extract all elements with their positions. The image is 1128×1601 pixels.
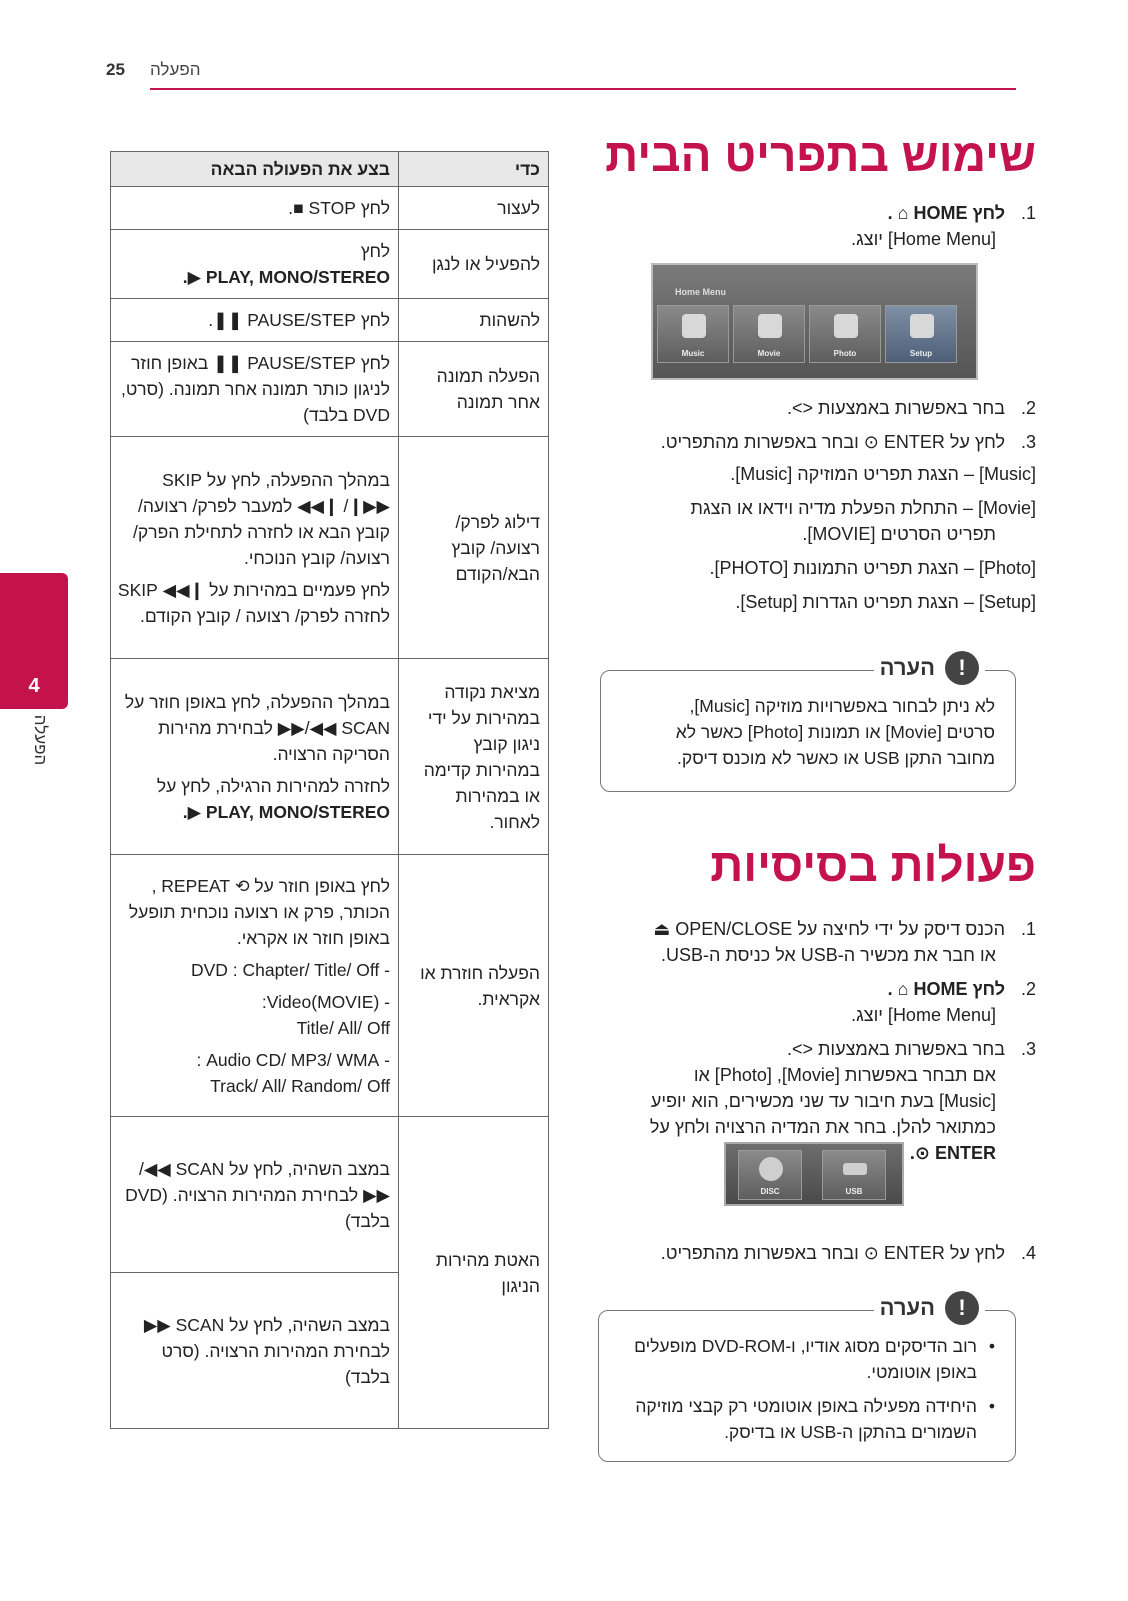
- section-header: הפעלה: [150, 60, 201, 79]
- option-setup: [Setup] – הצגת תפריט הגדרות [Setup].: [735, 592, 1036, 612]
- step-number: 2.: [1020, 979, 1036, 999]
- gear-icon: [910, 314, 934, 338]
- header-rule: [150, 88, 1016, 90]
- action-text: במצב השהיה, לחץ על SCAN ▶▶ לבחירת המהירות הרצויה. (סרט בלבד): [143, 1314, 390, 1387]
- repeat-audio-label: - Audio CD/ MP3/ WMA :: [196, 1049, 390, 1070]
- action-text: לחץ: [360, 241, 390, 261]
- step-number: 2.: [1020, 398, 1036, 418]
- device-select-screenshot: [724, 1142, 904, 1206]
- repeat-dvd-modes: - DVD : Chapter/ Title/ Off: [190, 959, 390, 980]
- step-1-sub: [Home Menu] יוצג.: [851, 229, 996, 249]
- step-number: 3.: [1020, 432, 1036, 452]
- table-row: [111, 342, 549, 437]
- note-title: הערה: [879, 655, 935, 680]
- note-box-1: [600, 655, 1016, 792]
- note-header: [874, 1291, 985, 1325]
- action-button-text: PLAY, MONO/STEREO ▶.: [182, 801, 390, 822]
- tile-label: Setup: [909, 349, 933, 358]
- disc-icon: [759, 1157, 783, 1181]
- action-text: לחץ STOP ■.: [288, 198, 390, 218]
- table-row: [111, 437, 549, 659]
- action-text: לחזרה למהירות הרגילה, לחץ על: [156, 775, 390, 796]
- action-text: לחץ באופן חוזר על ⟲ REPEAT , הכותר, פרק או רצועה נוכחית תופעל באופן חוזר או אקראי.: [128, 875, 390, 948]
- step-text: לחץ HOME ⌂ .: [887, 979, 1005, 999]
- table-row: [111, 1117, 549, 1273]
- section-title-home-menu: שימוש בתפריט הבית: [605, 129, 1036, 181]
- step2-1: [653, 916, 1036, 942]
- step-number: 1.: [1020, 203, 1036, 223]
- movie-icon: [758, 314, 782, 338]
- disc-tile: [738, 1150, 802, 1200]
- movie-tile: [733, 305, 805, 363]
- exclamation-icon: !: [945, 1291, 979, 1325]
- row-action: [111, 342, 399, 437]
- action-text: לחץ פעמיים במהירות על ❙◀◀ SKIP לחזרה לפרק/ רצועה / קובץ הקודם.: [117, 579, 390, 626]
- row-purpose: לעצור: [399, 187, 549, 230]
- operations-table: [110, 151, 549, 1429]
- step2-3-l2: אם תבחר באפשרות [Movie], [Photo] או: [693, 1065, 996, 1085]
- note-title: הערה: [879, 1295, 935, 1320]
- setup-tile: [885, 305, 957, 363]
- table-row: [111, 659, 549, 855]
- music-tile: [657, 305, 729, 363]
- row-purpose: האטת מהירות הניגון: [399, 1117, 549, 1429]
- repeat-video-modes: Title/ All/ Off: [296, 1017, 390, 1038]
- tile-label: Movie: [757, 349, 781, 358]
- action-text: במהלך ההפעלה, לחץ על SKIP ▶▶❙/ ❙◀◀ למעבר לפרק/ רצועה/ קובץ הבא או לחזרה לתחילת הפרק/ רצועה/ קובץ הנוכחי.: [133, 469, 390, 568]
- photo-tile: [809, 305, 881, 363]
- option-music: [Music] – הצגת תפריט המוזיקה [Music].: [730, 464, 1036, 484]
- step-text: לחץ על ENTER ⊙ ובחר באפשרות מהתפריט.: [660, 1243, 1005, 1263]
- note-line: לא ניתן לבחור באפשרויות מוזיקה [Music],: [689, 696, 995, 716]
- row-purpose: להשהות: [399, 299, 549, 342]
- step-number: 4.: [1020, 1243, 1036, 1263]
- row-action: [111, 1273, 399, 1429]
- music-icon: [682, 314, 706, 338]
- step-2: [787, 395, 1036, 421]
- table-row: [111, 230, 549, 299]
- step-text: לחץ HOME ⌂ .: [887, 203, 1005, 223]
- tile-label: Music: [681, 349, 705, 358]
- step-1: [888, 200, 1036, 226]
- col-header-purpose: כדי: [399, 152, 549, 187]
- chapter-label: הפעלה: [31, 714, 50, 766]
- repeat-video-label: - Video(MOVIE):: [261, 991, 390, 1012]
- table-row: [111, 855, 549, 1117]
- row-action: [111, 437, 399, 659]
- row-action: [111, 855, 399, 1117]
- note-body: [615, 1333, 995, 1453]
- repeat-audio-modes: Track/ All/ Random/ Off: [210, 1075, 390, 1096]
- step-text: בחר באפשרות באמצעות <>.: [786, 1039, 1005, 1059]
- action-text: במהלך ההפעלה, לחץ באופן חוזר על SCAN ◀◀/▶▶ לבחירת מהירות הסריקה הרצויה.: [124, 691, 390, 764]
- step-text: הכנס דיסק על ידי לחיצה על OPEN/CLOSE ⏏: [653, 919, 1005, 939]
- step2-2: [888, 976, 1036, 1002]
- step2-3-l3: [Music] בעת חיבור עד שני מכשירים, הוא יופיע: [650, 1091, 996, 1111]
- col-header-action: בצע את הפעולה הבאה: [111, 152, 399, 187]
- row-purpose: דילוג לפרק/ רצועה/ קובץ הבא/הקודם: [399, 437, 549, 659]
- home-menu-title: Home Menu: [675, 287, 727, 297]
- table-row: [111, 187, 549, 230]
- step-number: 3.: [1020, 1039, 1036, 1059]
- step2-3: [787, 1036, 1036, 1062]
- page-number: 25: [106, 60, 125, 79]
- row-action: [111, 299, 399, 342]
- tile-label: Photo: [833, 349, 857, 358]
- step2-4: [661, 1240, 1036, 1266]
- note-item: • היחידה מפעילה באופן אוטומטי רק קבצי מוזיקה השמורים בהתקן ה-USB או בדיסק.: [615, 1393, 995, 1445]
- step2-3-l5: ENTER ⊙.: [909, 1143, 996, 1163]
- step-number: 1.: [1020, 919, 1036, 939]
- note-line: סרטים [Movie] או תמונות [Photo] כאשר לא: [675, 722, 995, 742]
- row-action: [111, 187, 399, 230]
- action-text: לחץ PAUSE/STEP ❚❚ באופן חוזר לניגון כותר תמונה אחר תמונה. (סרט, DVD בלבד): [120, 353, 390, 425]
- section-title-basic-operations: פעולות בסיסיות: [710, 839, 1036, 891]
- step-text: בחר באפשרות באמצעות <>.: [786, 398, 1005, 418]
- chapter-number: 4: [28, 675, 40, 697]
- note-line: מחובר התקן USB או כאשר לא מוכנס דיסק.: [677, 748, 995, 768]
- note-body: [676, 693, 995, 771]
- usb-tile: [822, 1150, 886, 1200]
- option-movie: [Movie] – התחלת הפעלת מדיה וידאו או הצגת: [690, 498, 1036, 518]
- action-text: במצב השהיה, לחץ על SCAN ◀◀/▶▶ לבחירת המהירות הרצויה. (DVD בלבד): [125, 1158, 390, 1231]
- action-button-text: PLAY, MONO/STEREO ▶.: [182, 267, 390, 287]
- exclamation-icon: !: [945, 651, 979, 685]
- option-movie-cont: תפריט הסרטים [MOVIE].: [802, 524, 996, 544]
- table-row: [111, 299, 549, 342]
- note-header: [874, 651, 985, 685]
- photo-icon: [834, 314, 858, 338]
- option-photo: [Photo] – הצגת תפריט התמונות [PHOTO].: [709, 558, 1036, 578]
- row-purpose: מציאת נקודה במהירות על ידי ניגון קובץ במהירות קדימה או במהירות לאחור.: [399, 659, 549, 855]
- action-text: לחץ PAUSE/STEP ❚❚.: [208, 310, 390, 330]
- row-action: [111, 1117, 399, 1273]
- step2-2-sub: [Home Menu] יוצג.: [851, 1005, 996, 1025]
- home-menu-screenshot: [651, 263, 978, 380]
- tile-label: DISC: [760, 1187, 780, 1196]
- table-header-row: [111, 152, 549, 187]
- usb-icon: [843, 1163, 867, 1175]
- row-action: [111, 230, 399, 299]
- row-purpose: הפעלה תמונה אחר תמונה: [399, 342, 549, 437]
- chapter-tab: [0, 573, 68, 709]
- row-purpose: להפעיל או לנגן: [399, 230, 549, 299]
- row-action: [111, 659, 399, 855]
- row-purpose: הפעלה חוזרת או אקראית.: [399, 855, 549, 1117]
- step2-3-l4: כמתואר להלן. בחר את המדיה הרצויה ולחץ על: [649, 1117, 996, 1137]
- step-text: לחץ על ENTER ⊙ ובחר באפשרות מהתפריט.: [660, 432, 1005, 452]
- tile-label: USB: [845, 1187, 863, 1196]
- note-item: • רוב הדיסקים מסוג אודיו, ו-DVD-ROM מופעלים באופן אוטומטי.: [615, 1333, 995, 1385]
- step2-1-sub: או חבר את מכשיר ה-USB אל כניסת ה-USB.: [660, 945, 996, 965]
- note-box-2: [598, 1295, 1016, 1462]
- step-3: [661, 429, 1036, 455]
